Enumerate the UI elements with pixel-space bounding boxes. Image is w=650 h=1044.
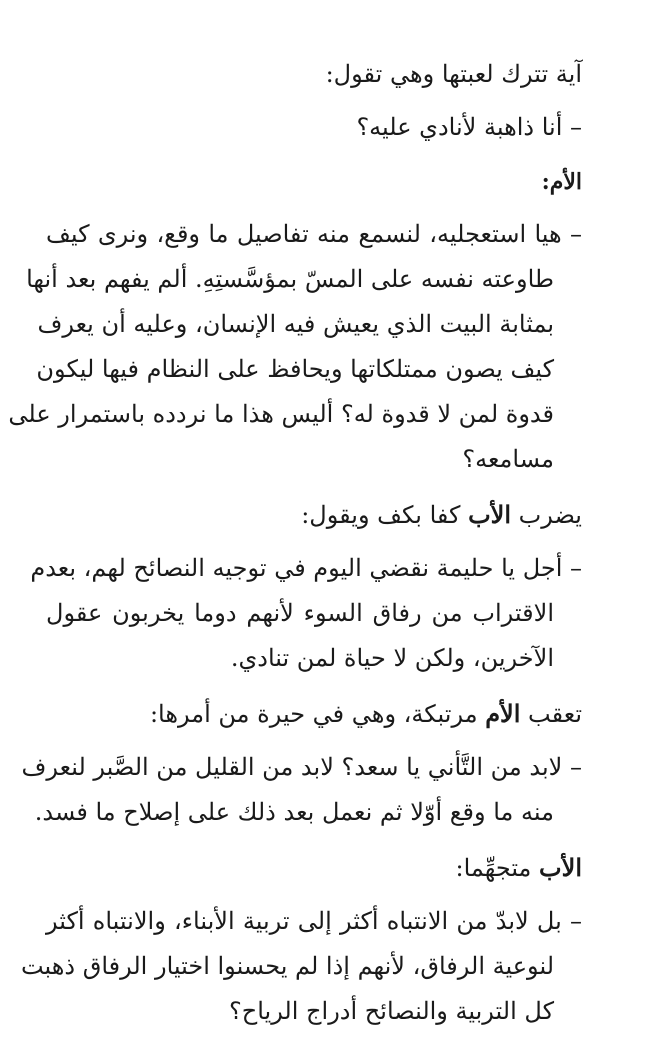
text-line: طاوعته نفسه على المسّ بمؤسَّستِهِ. ألم يفهم بعد أنها	[26, 265, 554, 293]
speaker-name: الأب	[468, 500, 512, 529]
text-line: – لابد من التَّأني يا سعد؟ لابد من القليل من الصَّبر لنعرف	[21, 753, 582, 781]
narration-text: متجهِّما:	[455, 854, 540, 882]
narration-line	[46, 691, 582, 737]
speaker-name: الأب	[539, 853, 582, 882]
text-line: – هيا استعجليه، لنسمع منه تفاصيل ما وقع، ونرى كيف	[46, 220, 582, 248]
narration-line	[46, 52, 582, 97]
text-line: آية تترك لعبتها وهي تقول:	[325, 60, 582, 88]
text-line: – أجل يا حليمة نقضي اليوم في توجيه النصائح لهم، بعدم	[30, 554, 582, 582]
narration-text: كفا بكف ويقول:	[301, 501, 469, 529]
text-line	[46, 691, 582, 737]
text-line: كيف يصون ممتلكاتها ويحافظ على النظام فيها ليكون	[36, 355, 554, 383]
narration-line	[46, 845, 582, 891]
text-line: – أنا ذاهبة لأنادي عليه؟	[356, 113, 582, 141]
narration-line	[46, 492, 582, 538]
text-line: الاقتراب من رفاق السوء لأنهم دوما يخربون عقول	[46, 599, 554, 627]
text-line: الآخرين، ولكن لا حياة لمن تنادي.	[230, 644, 554, 672]
text-line: – بل لابدّ من الانتباه أكثر إلى تربية الأبناء، والانتباه أكثر	[46, 907, 582, 935]
text-line	[46, 845, 582, 891]
text-line: بمثابة البيت الذي يعيش فيه الإنسان، وعليه أن يعرف	[37, 310, 554, 338]
text-line: قدوة لمن لا قدوة له؟ أليس هذا ما نردده باستمرار على	[8, 400, 554, 428]
text-line: لنوعية الرفاق، لأنهم إذا لم يحسنوا اختيار الرفاق ذهبت	[20, 952, 554, 980]
narration-text: تعقب	[520, 700, 582, 728]
text-line: مسامعه؟	[462, 445, 554, 473]
document-page	[8, 52, 582, 1044]
text-line: كل التربية والنصائح أدراج الرياح؟	[228, 997, 554, 1025]
dialogue-block	[21, 745, 582, 835]
narration-text: مرتبكة، وهي في حيرة من أمرها:	[149, 700, 486, 728]
dialogue-block	[20, 899, 582, 1034]
dialogue-block	[46, 105, 582, 150]
text-line	[46, 492, 582, 538]
dialogue-block	[8, 212, 582, 482]
text-line: منه ما وقع أوّلا ثم نعمل بعد ذلك على إصلاح ما فسد.	[34, 798, 554, 826]
dialogue-block	[30, 546, 582, 681]
speaker-label: الأم:	[541, 169, 582, 195]
narration-text: يضرب	[511, 501, 582, 529]
speaker-name: الأم	[485, 699, 521, 728]
